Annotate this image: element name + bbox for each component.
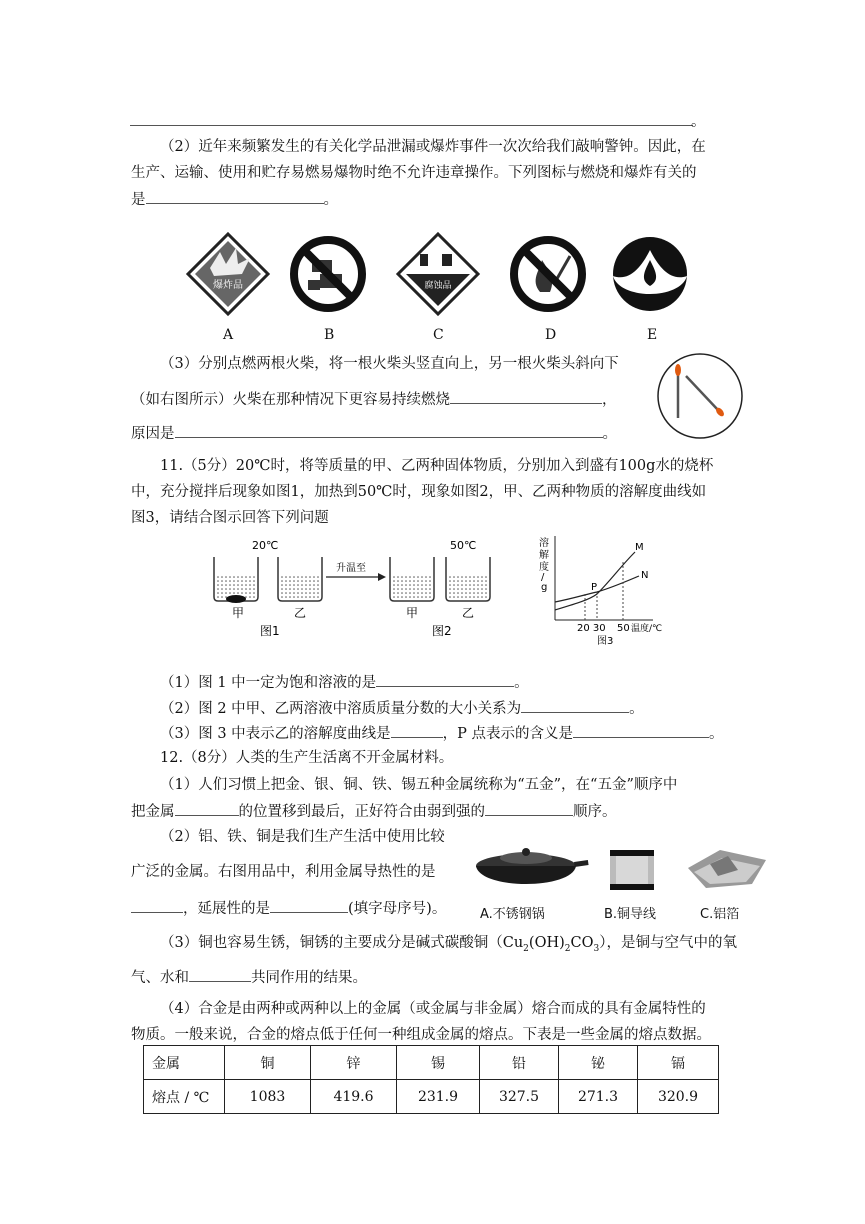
- label-yi-1: 乙: [294, 606, 307, 620]
- table-cell: 铜: [225, 1046, 311, 1080]
- icon-letter-b: B: [324, 327, 335, 343]
- q11-s2-answer-blank[interactable]: [521, 698, 629, 713]
- label-m: M: [635, 542, 644, 553]
- q11-s3-question: （3）图 3 中表示乙的溶解度曲线是: [160, 726, 391, 742]
- table-cell: 铅: [480, 1046, 559, 1080]
- q10-p2-prefix: 是: [131, 192, 146, 208]
- heat-arrow-label: 升温至: [336, 563, 366, 574]
- q12-s2-line2: 广泛的金属。右图用品中，利用金属导热性的是: [131, 864, 436, 880]
- pan-image: [476, 848, 589, 884]
- q12-s2-line1: （2）铝、铁、铜是我们生产生活中使用比较: [160, 829, 445, 845]
- icon-letter-e: E: [647, 327, 658, 343]
- q10-p2-line1: （2）近年来频繁发生的有关化学品泄漏或爆炸事件一次次给我们敲响警钟。因此，在: [160, 139, 706, 155]
- label-fig1: 图1: [260, 624, 280, 638]
- icon-letter-d: D: [545, 327, 557, 343]
- curve-m: [555, 552, 635, 610]
- beaker-yi-50: [446, 557, 490, 601]
- q12-s2-suffix: (填字母序号)。: [348, 901, 447, 917]
- q11-s3-answer-blank2[interactable]: [573, 723, 709, 738]
- safety-icons: [180, 230, 700, 320]
- q10-p2-period: 。: [323, 192, 338, 208]
- q12-s2-middle: ，延展性的是: [183, 901, 270, 917]
- q11-line2: 中，充分搅拌后现象如图1，加热到50℃时，现象如图2，甲、乙两种物质的溶解度曲线如: [131, 484, 707, 500]
- label-fig3: 图3: [597, 636, 614, 647]
- label-fig2: 图2: [432, 624, 452, 638]
- icon-corrosive: [398, 234, 478, 314]
- ylabel-4: g: [541, 582, 548, 593]
- label-p: P: [591, 582, 598, 593]
- icon-letter-c: C: [433, 327, 444, 343]
- q12-s2-answer-blank2[interactable]: [270, 898, 348, 913]
- icon-explosive: [188, 234, 268, 314]
- table-header-row: [144, 1046, 719, 1080]
- label-n: N: [641, 570, 649, 581]
- q10-p3-reason-prefix: 原因是: [131, 426, 175, 442]
- metal-products: [470, 838, 775, 900]
- q11-s1-period: 。: [514, 675, 529, 691]
- icon-no-stack: [294, 240, 362, 308]
- q11-s1-answer-blank[interactable]: [376, 672, 514, 687]
- q12-s3-line2: [131, 967, 367, 988]
- foil-image: [688, 850, 766, 888]
- top-blank-period: 。: [691, 114, 706, 130]
- q11-s3-period: 。: [709, 726, 724, 742]
- table-cell: 铋: [559, 1046, 638, 1080]
- q10-p3-line1: （3）分别点燃两根火柴，将一根火柴头竖直向上，另一根火柴头斜向下: [160, 356, 619, 372]
- q11-s3-answer-blank1[interactable]: [391, 723, 443, 738]
- q12-s3-sub3: 3: [593, 943, 600, 954]
- q10-p3-line2: [131, 389, 617, 410]
- q12-line1: 12.（8分）人类的生产生活离不开金属材料。: [160, 750, 454, 766]
- table-cell: 熔点 / ℃: [144, 1080, 225, 1114]
- q12-s2-answer-blank1[interactable]: [131, 898, 183, 913]
- temp-20-label: 20℃: [252, 539, 279, 552]
- icon-flammable: [613, 237, 687, 311]
- q10-p3-question: （如右图所示）火柴在那种情况下更容易持续燃烧: [131, 392, 450, 408]
- beaker-figure: [200, 535, 500, 650]
- ylabel-2: 度: [539, 562, 549, 573]
- q12-s3-sub2: 2: [564, 943, 571, 954]
- q12-s3-suffix2: 共同作用的结果。: [251, 970, 367, 986]
- match-illustration: [656, 352, 746, 442]
- q12-s3-text-c: ），是铜与空气中的氧: [599, 935, 737, 951]
- q12-s2-line3: [131, 898, 446, 919]
- q10-p2-answer-blank[interactable]: [146, 189, 324, 204]
- table-cell: 1083: [225, 1080, 311, 1114]
- q11-s3: [160, 723, 724, 744]
- q10-p3-line3: [131, 423, 617, 444]
- q12-s4-line1: （4）合金是由两种或两种以上的金属（或金属与非金属）熔合而成的具有金属特性的: [160, 1001, 706, 1017]
- q11-line3: 图3，请结合图示回答下列问题: [131, 510, 329, 526]
- q12-s3-line1: [160, 933, 737, 959]
- q12-s1-answer-blank2[interactable]: [485, 801, 573, 816]
- ylabel-1: 解: [539, 550, 549, 561]
- q10-p2-line2: 生产、运输、使用和贮存易燃易爆物时绝不允许违章操作。下列图标与燃烧和爆炸有关的: [131, 165, 697, 181]
- q10-p3-answer-blank2[interactable]: [175, 423, 603, 438]
- q12-s3-prefix2: 气、水和: [131, 970, 189, 986]
- table-cell: 231.9: [397, 1080, 480, 1114]
- q12-s1-line1: （1）人们习惯上把金、银、铜、铁、锡五种金属统称为“五金”，在“五金”顺序中: [160, 777, 678, 793]
- q11-s3-question2: ，P 点表示的含义是: [442, 726, 574, 742]
- q12-s1-line2: [131, 801, 617, 822]
- x-axis-label: 温度/℃: [631, 624, 663, 634]
- beaker-jia-50: [390, 557, 434, 601]
- q11-s2-question: （2）图 2 中甲、乙两溶液中溶质质量分数的大小关系为: [160, 701, 522, 717]
- item-wire-label: B.铜导线: [604, 907, 657, 922]
- beaker-yi-20: [278, 557, 322, 601]
- x-ticks-20-30: 20 30: [577, 623, 606, 634]
- icon-no-fire: [514, 240, 582, 308]
- q12-s1-prefix: 把金属: [131, 804, 175, 820]
- q11-s1: [160, 672, 529, 693]
- x-tick-50: 50: [617, 623, 630, 634]
- table-cell: 镉: [638, 1046, 719, 1080]
- q12-s3-text-a: （3）铜也容易生锈，铜锈的主要成分是碱式碳酸铜（Cu: [160, 935, 524, 951]
- top-answer-blank: [130, 125, 693, 126]
- item-foil-label: C.铝箔: [700, 907, 740, 922]
- q10-p3-answer-blank1[interactable]: [450, 389, 602, 404]
- q12-s1-middle: 的位置移到最后，正好符合由弱到强的: [238, 804, 485, 820]
- table-cell: 金属: [144, 1046, 225, 1080]
- melting-point-table: [143, 1045, 719, 1114]
- q12-s3-oh: (OH): [528, 935, 565, 951]
- beaker-jia-20: [214, 557, 258, 603]
- icon-explosive-label: 爆炸品: [213, 280, 243, 291]
- table-cell: 锌: [311, 1046, 397, 1080]
- icon-letter-a: A: [223, 327, 234, 343]
- q10-p3-period: 。: [602, 426, 617, 442]
- temp-50-label: 50℃: [450, 539, 477, 552]
- q12-s1-suffix: 顺序。: [573, 804, 617, 820]
- q10-p3-comma: ，: [602, 392, 617, 408]
- label-yi-2: 乙: [462, 606, 475, 620]
- q12-s3-co: CO: [570, 935, 594, 951]
- solubility-graph: [535, 532, 675, 650]
- q11-line1: 11.（5分）20℃时，将等质量的甲、乙两种固体物质，分别加入到盛有100g水的烧杯: [160, 458, 714, 474]
- table-row: [144, 1080, 719, 1114]
- label-jia-1: 甲: [232, 606, 245, 620]
- label-jia-2: 甲: [406, 606, 419, 620]
- table-cell: 327.5: [480, 1080, 559, 1114]
- table-cell: 320.9: [638, 1080, 719, 1114]
- table-cell: 271.3: [559, 1080, 638, 1114]
- q11-s2-period: 。: [629, 701, 644, 717]
- ylabel-3: /: [541, 572, 545, 583]
- icon-corrosive-label: 腐蚀品: [424, 281, 452, 291]
- ylabel-0: 溶: [539, 538, 549, 549]
- table-cell: 419.6: [311, 1080, 397, 1114]
- q12-s3-answer-blank[interactable]: [189, 967, 251, 982]
- q12-s1-answer-blank1[interactable]: [175, 801, 239, 816]
- item-pan-label: A.不锈钢锅: [480, 907, 545, 922]
- q11-s1-question: （1）图 1 中一定为饱和溶液的是: [160, 675, 377, 691]
- q12-s3-sub1: 2: [523, 943, 529, 954]
- copper-wire-image: [610, 850, 654, 890]
- q12-s4-line2: 物质。一般来说，合金的熔点低于任何一种组成金属的熔点。下表是一些金属的熔点数据。: [131, 1027, 711, 1043]
- q11-s2: [160, 698, 644, 719]
- table-cell: 锡: [397, 1046, 480, 1080]
- q10-p2-line3: [131, 189, 338, 210]
